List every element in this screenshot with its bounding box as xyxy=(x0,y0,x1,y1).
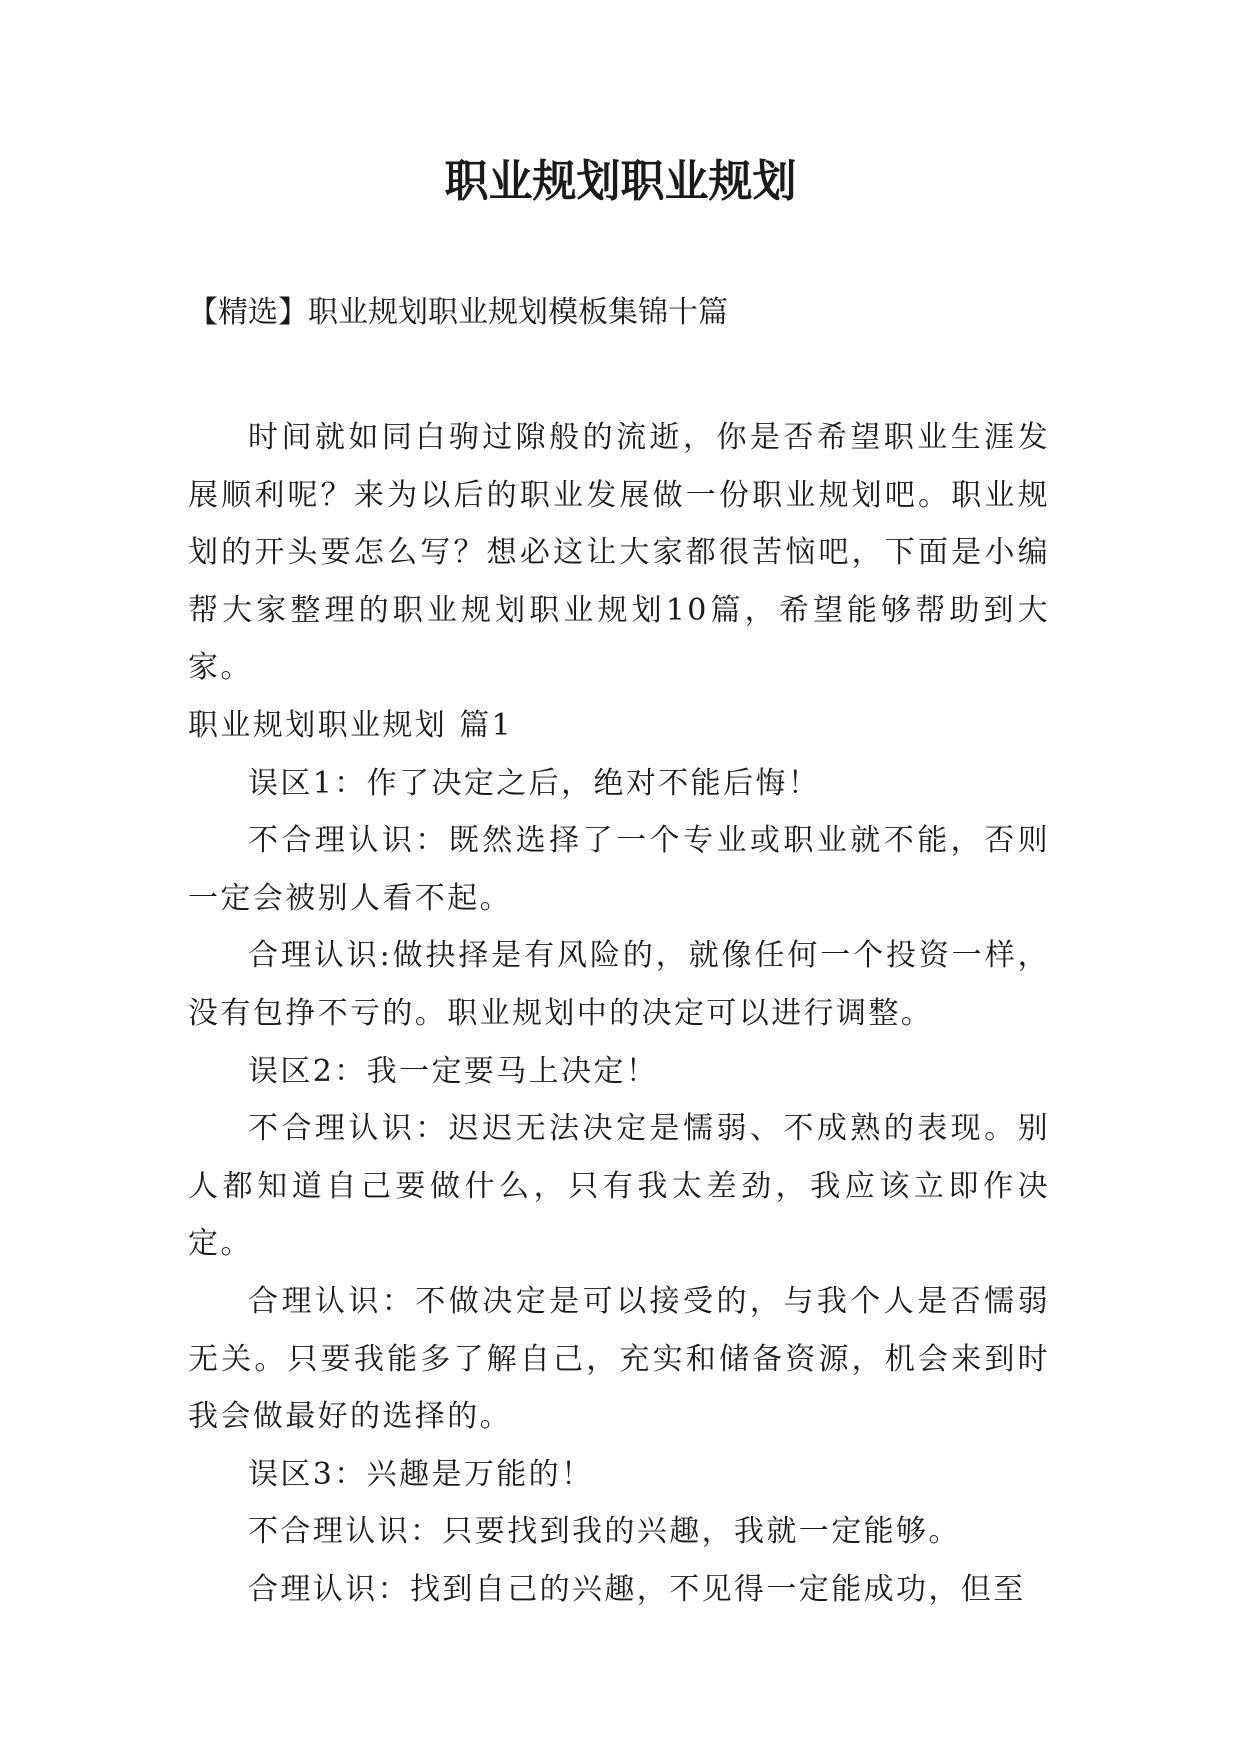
section-heading: 职业规划职业规划 篇1 xyxy=(188,707,514,743)
body-paragraph: 合理认识：不做决定是可以接受的，与我个人是否懦弱无关。只要我能多了解自己，充实和储备资源，机会来到时我会做最好的选择的。 xyxy=(188,1283,1050,1435)
document-title: 职业规划职业规划 xyxy=(444,156,797,207)
body-paragraph: 合理认识：找到自己的兴趣，不见得一定能成功，但至 xyxy=(248,1571,1026,1607)
document-subtitle: 【精选】职业规划职业规划模板集锦十篇 xyxy=(188,295,728,330)
myth-heading: 误区2：我一定要马上决定！ xyxy=(248,1053,659,1089)
myth-heading: 误区1：作了决定之后，绝对不能后悔！ xyxy=(248,765,821,801)
body-paragraph: 不合理认识：只要找到我的兴趣，我就一定能够。 xyxy=(248,1514,961,1550)
body-paragraph: 合理认识:做抉择是有风险的，就像任何一个投资一样，没有包挣不亏的。职业规划中的决定可以进行调整。 xyxy=(188,938,1050,1031)
intro-paragraph: 时间就如同白驹过隙般的流逝，你是否希望职业生涯发展顺利呢？来为以后的职业发展做一份职业规划吧。职业规划的开头要怎么写？想必这让大家都很苦恼吧，下面是小编帮大家整理的职业规划职业规划10篇，希望能够帮助到大家。 xyxy=(188,420,1050,686)
body-paragraph: 不合理认识：既然选择了一个专业或职业就不能，否则一定会被别人看不起。 xyxy=(188,823,1050,916)
document-body xyxy=(188,409,1050,1618)
myth-heading: 误区3：兴趣是万能的！ xyxy=(248,1456,594,1492)
body-paragraph: 不合理认识：迟迟无法决定是懦弱、不成熟的表现。别人都知道自己要做什么，只有我太差劲，我应该立即作决定。 xyxy=(188,1111,1050,1262)
